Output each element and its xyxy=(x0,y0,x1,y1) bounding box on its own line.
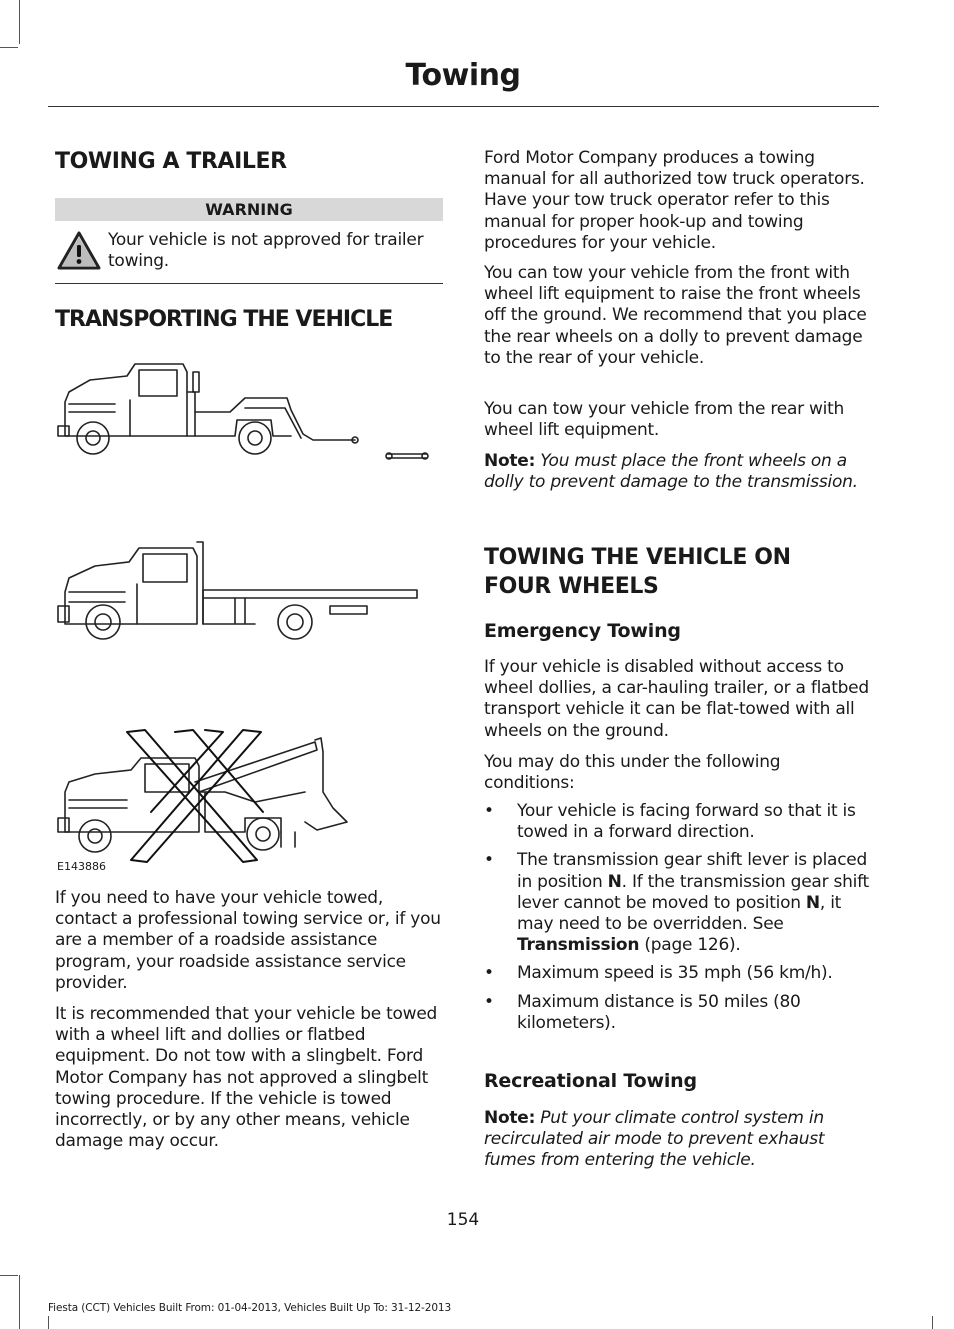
note-text: You must place the front wheels on a dolly to prevent damage to the transmission. xyxy=(484,451,858,493)
note-front-wheels-dolly xyxy=(484,451,874,493)
title-divider xyxy=(48,106,879,107)
heading-towing-trailer: TOWING A TRAILER xyxy=(55,149,287,174)
crop-mark xyxy=(19,0,20,44)
list-item: • The transmission gear shift lever is placed in position N. If the transmission gear shift lever cannot be moved to position N, it may need to be overridden. See Transmission (page 126). xyxy=(484,850,869,956)
warning-header: WARNING xyxy=(55,198,443,221)
flatbed-truck-figure xyxy=(58,542,417,639)
bullet-marker: • xyxy=(484,991,494,1012)
bullet-marker: • xyxy=(484,850,494,871)
transmission-link[interactable]: Transmission xyxy=(517,935,640,956)
prohibited-x-icon xyxy=(127,730,263,862)
paragraph-towing-manual: Ford Motor Company produces a towing manual for all authorized tow truck operators. Have your tow truck operator refer to this manual for proper hook-up and towing procedures for your vehicle. xyxy=(484,148,865,253)
heading-recreational-towing: Recreational Towing xyxy=(484,1070,697,1092)
towing-methods-illustration xyxy=(55,352,445,877)
crop-mark xyxy=(19,1275,20,1329)
figure-id: E143886 xyxy=(57,860,106,873)
crop-mark xyxy=(0,1275,18,1276)
heading-transporting-vehicle: TRANSPORTING THE VEHICLE xyxy=(55,307,393,332)
paragraph-professional-towing: If you need to have your vehicle towed, contact a professional towing service or, if you are a member of a roadside assistance program, your roadside assistance service provider. xyxy=(55,888,441,993)
paragraph-tow-from-rear: You can tow your vehicle from the rear with wheel lift equipment. xyxy=(484,399,845,441)
note-text: Put your climate control system in recirculated air mode to prevent exhaust fumes from entering the vehicle. xyxy=(484,1108,825,1171)
note-label: Note: xyxy=(484,451,536,471)
crop-mark xyxy=(932,1316,933,1329)
list-item: • Maximum distance is 50 miles (80 kilometers). xyxy=(484,991,801,1033)
warning-divider xyxy=(55,283,443,284)
heading-emergency-towing: Emergency Towing xyxy=(484,620,681,642)
note-label: Note: xyxy=(484,1108,536,1128)
list-item: • Maximum speed is 35 mph (56 km/h). xyxy=(484,963,833,984)
page-title: Towing xyxy=(405,58,521,93)
list-item: • Your vehicle is facing forward so that it is towed in a forward direction. xyxy=(484,801,856,843)
paragraph-flat-towed: If your vehicle is disabled without access to wheel dollies, a car-hauling trailer, or a flatbed transport vehicle it can be flat-towed with all wheels on the ground. xyxy=(484,657,869,741)
page-number: 154 xyxy=(446,1210,480,1230)
wheel-lift-truck-figure xyxy=(58,364,428,459)
paragraph-recommended-method: It is recommended that your vehicle be towed with a wheel lift and dollies or flatbed equipment. Do not tow with a slingbelt. Ford Motor Company has not approved a slingbelt towing procedure. If the vehicle is towed incorrectly, or by any other means, vehicle damage may occur. xyxy=(55,1004,438,1152)
warning-triangle-icon xyxy=(55,228,103,274)
paragraph-tow-from-front: You can tow your vehicle from the front with wheel lift equipment to raise the front wheels off the ground. We recommend that you place the rear wheels on a dolly to prevent damage to the rear of your vehicle. xyxy=(484,263,867,368)
note-climate-control xyxy=(484,1108,874,1172)
paragraph-conditions: You may do this under the following conditions: xyxy=(484,752,781,794)
bullet-marker: • xyxy=(484,801,494,821)
conditions-list xyxy=(484,801,876,1041)
crop-mark xyxy=(0,47,18,48)
crop-mark xyxy=(48,1316,49,1329)
bullet-marker: • xyxy=(484,963,494,984)
warning-text: Your vehicle is not approved for trailer towing. xyxy=(108,230,424,272)
footer-text: Fiesta (CCT) Vehicles Built From: 01-04-2013, Vehicles Built Up To: 31-12-2013 xyxy=(48,1302,452,1314)
heading-towing-four-wheels: TOWING THE VEHICLE ON FOUR WHEELS xyxy=(484,545,791,599)
